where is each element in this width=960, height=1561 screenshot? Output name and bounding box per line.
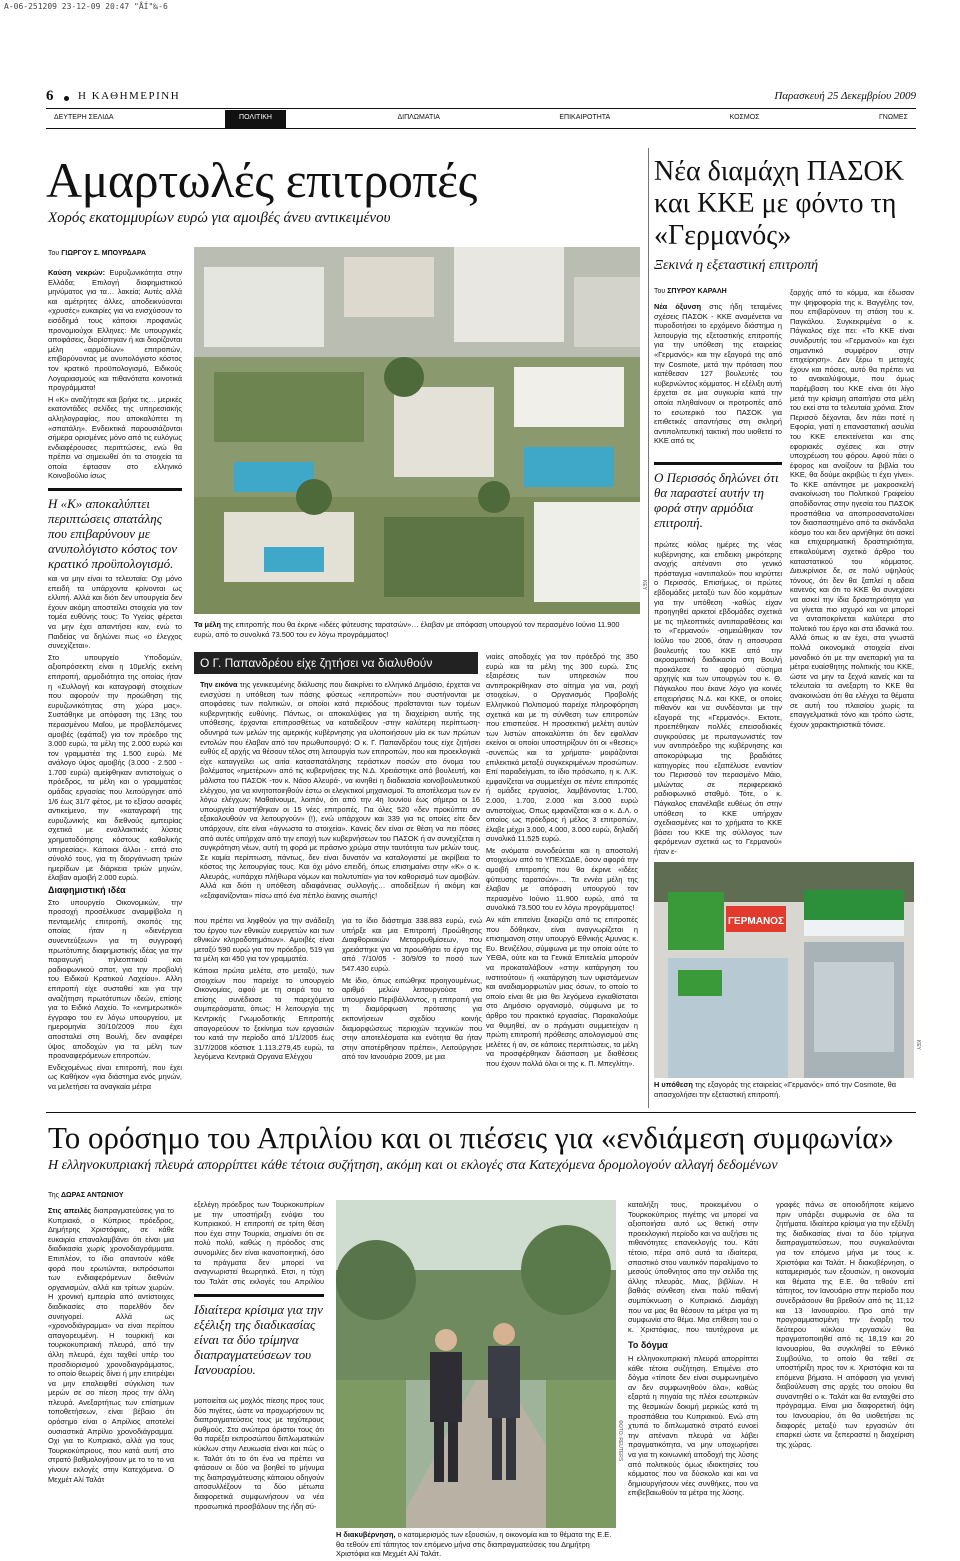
- pull-quote-rule: [194, 1294, 324, 1297]
- box-lead-bold: Την εικόνα: [200, 680, 238, 689]
- article2-byline: [654, 288, 727, 295]
- byline-name: ΔΩΡΑΣ ΑΝΤΩΝΙΟΥ: [60, 1192, 124, 1199]
- issue-date: Παρασκευή 25 Δεκεμβρίου 2009: [774, 90, 916, 102]
- print-slug: A-06-251209 23-12-09 20:47 "ÅÍ"‰-6: [4, 2, 168, 11]
- article1-column-1b: [48, 574, 182, 1114]
- section-rule: [46, 1112, 916, 1113]
- article1-headline: Αμαρτωλές επιτροπές: [46, 152, 477, 208]
- article3-section-subhead: Το δόγμα: [628, 1340, 668, 1350]
- paragraph: νιαίες αποδοχές για τον πρόεδρό της 350 ευρώ και τα μέλη της 300 ευρώ. Στις εξαιρέσεις των υπηρεσιών που αντιπροκρίθηκαν στο αίτημα για ναι, ροχή στοιχείων, ο Οργανισμός Προβολής Ελληνικού Πολιτισμού παρείχε πληροφόρηση σχετικά και με τη σύνθεση των επιτροπών που επισπεύσε. Η προσεκτική μελέτη αυτών των λιστών αποκαλύπτει ότι δεν εφαλλαν εκείνοι οι οποίοι υποστηρίζουν ότι οι «θεσεις» -συνεπώς και τα χρήματα- μοιράζονται επιλεκτικά μεταξύ συγκεκριμένων προσώπων. Επί παραδείγματι, το ίδιο πρόσωπο, η κ. Λ.Κ. εμφανίζεται να συμμετέχει σε πέντε επιτροπές ή ομάδες εργασίας, λαμβάνοντας 1.700, 2.000, 1.700, 2.000 και 3.000 ευρώ αντιστοίχως. Οπως εμφανίζεται και ο κ. Δ.Λ. ο οποίος ως πρόεδρος ή μέλος 3 επιτροπών, έλαβε μέχρι 3.000, 4.000, 3.000 ευρώ, δηλαδή συνολικά 11.525 ευρώ.: [486, 652, 638, 844]
- caption-text: ο καταμερισμός των εξουσιών, η οικονομία και το θέματα της Ε.Ε. θα τεθούν επί τάπητος τον επόμενο μήνα στις διαπραγματεύσεις του Δημήτρη Χριστόφια και Μεχμέτ Αλί Ταλάτ.: [336, 1530, 612, 1559]
- germanos-store-photo: [654, 862, 914, 1078]
- leaders-walking-photo: [336, 1200, 616, 1528]
- paragraph: Με ονόματα συνοδεύεται και η αποστολή στοιχείων από το ΥΠΕΧΩΔΕ, όσον αφορά την αμοιβή επιτροπής που θα έκρινε «ιδέες φύτευσης ταρατσών»… Τα εννέα μέλη της έλαβαν με απόφαση υπουργού τον περασμένο Ιούνιο 11.900 ευρώ, από τα συνολικά 73.500 του εν λόγω προγράμματος!: [486, 845, 638, 913]
- article3-byline: [48, 1192, 124, 1199]
- lead-text: διαπραγματεύσεις για το Κυπριακό, ο Κύπριος πρόεδρος, Δημήτρης Χριστόφιας, σε κάθε ευκαιρία επαναλαμβάνει ότι είναι μια διαδικασία χωρίς χρονοδιαγράμματα. Επιπλέον, το ίδιο απαντούν κάθε φορά που ερωτώνται, εκπρόσωποι των ενδιαφερόμενων διεθνών οργανισμών, αλλά και τρίτων χωρών. Η χρονική εμπειρία από αντίστοιχες διαδικασίες στο παρελθόν δεν συνηγορεί. Αλλά ως «χρονοδιάγραμμα» να είναι περίπου απαγορευμένη. Η τουρκική και τουρκοκυπριακή πλευρά, από την άλλη πλευρά, έχει ταχθεί υπέρ του προσδιορισμού χρονοδιαγράμματος, το οποίο θεωρείς δίνει ή μην επιτρέψει να μην επαλειφθεί σύγκλιση των μερών σε σο πίεση προς την άλλη πλευρά. Ανεξαρτήτως των επίσημων τοποθετήσεων, είναι βέβαιο ότι ορόσημο είναι ο Απρίλιος αποτελεί ουσιαστικά Απρίλιο χρονοδιάγραμμα. Οχι για το Κυπριακό, αλλά για τους Τουρκοκύπριους, που κατά αυτή στο στρατό βαθμολογήσουν με το το το να γίνουν εκλογές στην Κατεχόμενα. Ο Μεχμέτ Αλί Ταλάτ: [48, 1206, 174, 1484]
- box-text: [200, 680, 480, 908]
- article2-column-1: [654, 302, 782, 458]
- article1-column-2: [194, 916, 334, 1116]
- article1-pull-quote: Η «Κ» αποκαλύπτει περιπτώσεις σπατάλης που επιβαρύνουν με ανυπολόγιστο κόστος τον κρατικό προϋπολογισμό.: [48, 496, 178, 571]
- article3-column-5: γραφές πάνω σε οποιοδήποτε κείμενο πριν υπάρξει συμφωνία σε όλα τα ζητήματα. Ιδιαίτερα κρίσιμα για την εξέλιξη της διαδικασίας είναι τα δύο τρίμηνα διαπραγματεύσεων, που συγκαλούνται για τον επόμενο μήνα με τους κ. Χριστόφια και Ταλάτ. Η διακυβέρνηση, ο καταμερισμός των εξουσιών, η οικονομία και θέματα της Ε.Ε. θα τεθούν επί τάπητος, τον Ιανουάριο στην περίοδο που συνεδριάσουν θα βρεθούν από τις 11,12 και 13 Ιανουαρίου. Προ από την προγραμματισμένη την έναρξη του δεύτερου κύκλου εργασιών θα πραγματοποιηθεί από τις 18,19 και 20 Ιανουαρίου, θα συγκληθεί το Εθνικό Συμβούλιο, το οποίο θα τεθεί σε υποστήριξη προς τον κ. Χριστόφια και τα επόμενα βήματα. Η απόφαση για γενική διαβούλευση στις αρχές του οποίου θα συναντηθεί ο κ. Ταλάτ και θα ενταχθεί στο πρόγραμμα. Είναι μια διαφορετική όψη του Ιανουαρίου, ότι θα υιοθετήσει τις διαφορές μεταξύ των εργασιών ότι επαρκεί ώστε να ξεπεραστεί η διαχείριση της χώρας.: [776, 1200, 914, 1449]
- lead-bold: Καύση νεκρών:: [48, 268, 106, 277]
- leaders-photo-caption: [336, 1530, 616, 1559]
- paragraph: Κάποια πρώτα μελέτα, στο μεταξύ, των στοιχείων που παρείχε το υπουργείο Οικονομίας, αφού με τη σειρά του το επίσης συνέδιασε τα παρεχόμενα συμπεράσματα, όπως: Η λειτουργία της Κεντρικής Γνωμοδοτικής Επιτροπής απαγορεύουν το ξεκίνημα των εργασιών του κατά την περίοδο από 1/1/2005 έως 31/7/2008 κόστισε 1.113.279,45 ευρώ, τα λεγόμενα Κεντρικά Οργανα Ελέγχου: [194, 965, 334, 1062]
- paragraph: Ενδεχομένως είναι επιτροπή, που έχει ως Καθήκον «για διάστημα ενός μηνών, να μελετήσει τα αναγκαία μέτρα: [48, 1062, 182, 1091]
- paragraph: για το ίδιο διάστημα 338.883 ευρώ, ενώ υπήρξε και μια Επιτροπή Προώθησης Διαφθοριακών Μεταρρυθμίσεων, που χρειάστηκε για να προωθήσει το έργο της από 7/10/05 - 30/9/09 το ποσό των 547.430 ευρώ.: [342, 916, 482, 973]
- box-body: της γενικευμένης διάλυσης που διακρίνει το ελληνικό Δημόσιο, έρχεται να ενισχύσει η υπόθεση των πάσης φύσεως «επιτροπών» που συστήνονται με αποφάσεις των πολιτικών, οι οποίοι κατά περιόδους προΐστανται των τομέων κυβερνητικής ευθύνης. Πάντως, οι αποκαλύψεις για τη διαχείριση αυτής της υπόθεσης, έρχονται επιπροσθέτως να καταδείξουν -στην καλύτερη περίπτωση- οδυνηρά των μελών της αμερικής κυβέρνησης για υλοποιήσουν μία εκ των πρώτων εντολών που έλαβαν από τον πρωθυπουργό: Ο κ. Γ. Παπανδρέου τους είχε ζητήσει ευθύς εξ αρχής να θέσουν τέλος στη λειτουργία των επιτροπών, που και προεκλογικά είχε καταγγείλει ως αιτία κατασπατάλησης τεράστιων ποσών στο όνομα του βολέματος «ημετέρων» από τις κυβερνήσεις της Ν.Δ. Χρειάστηκε από βουλευτή, και μάλιστα του ΠΑΣΟΚ -τον κ. Νάσο Αλευρά-, να κινηθεί η διαδικασία κοινοβουλευτικού ελέγχου, για να κινητοποιηθούν έστω οι ελεγκτικοί μηχανισμοί. Το αποτέλεσμα των εν λόγω ελέγχων; Μαθαίνουμε, λοιπόν, ότι από την 4η Ιουνίου έως σήμερα οι 16 υπουργεία συστήθηκαν οι 15 νέες επιτροπές. Για όλες 520 «δεν προκύπτει αν εξακολουθούν να λειτουργούν» (!), ενώ υπάρχουν και 339 για τις οποίες είτε δεν υπάρχουν, είτε είναι «άγνωστα τα στοιχεία». Κανείς δεν είναι σε θέση να πει πόσες από αυτές υπήρχαν από την εποχή των κυβερνήσεων του ΠΑΣΟΚ ή αν συνεχίζεται η συγκρότηση νέων, αυτή τη φορά με πράσινο χρώμα στην ταυτότητα των μελών τους. Σε καμία περίπτωση, πάντως, δεν είναι δυνατόν να καταλογιστεί με ακρίβεια το κόστος της λειτουργίας τους. Και όχι μόνο επειδή, όπως επισημαίνει στην «Κ» ο κ. Αλευράς, «υπάρχει πλήθωρα νόμων και πολυτυπία» για τον καθορισμό των αμοιβών. Αλλά και διότι η υπόθεση αδιαφάνειας συλλογής… αποδείξεων ή ακόμη και «εξαφανίζονται» πίσω από ένα πέπλο έκανης σιωπής!: [200, 680, 480, 901]
- store-sign: ΓΕΡΜΑΝΟΣ: [728, 916, 784, 927]
- newspaper-name: Η ΚΑΘΗΜΕΡΙΝΗ: [78, 90, 181, 102]
- article2-headline: Νέα διαμάχη ΠΑΣΟΚ και ΚΚΕ με φόντο τη «Γερμανός»: [654, 156, 904, 251]
- article2-subhead: Ξεκινά η εξεταστική επιτροπή: [654, 258, 819, 273]
- header-rule: [46, 108, 916, 109]
- nav-item[interactable]: ΠΟΛΙΤΙΚΗ: [225, 110, 286, 128]
- byline-prefix: Της: [48, 1192, 60, 1199]
- pull-quote-rule: [654, 462, 782, 465]
- rooftop-gardens-photo: [194, 247, 640, 614]
- section-nav: [46, 110, 916, 129]
- article3-column-2: εξελέγη πρόεδρος των Τουρκοκυπρίων με την υποστήριξη ενόψει του Κυπριακού. Η επιτροπή σε τρίτη θέση που έχει στην Τουρκία, σημαίνει ότι σε πολύ πολύ, καθώς η πρόοδος στις συνομιλίες δεν είναι ικανοποιητική, όσο τα πράγματα δεν μπορεί να αναγνωριστεί θεωρητικά. Ετσι, η τύχη του Ταλάτ στις εκλογές του Απριλίου: [194, 1200, 324, 1286]
- article2-column-1b: πρώτες κιόλας ημέρες της νέας κυβέρνησης, και επιδεικη μικρότερης ανοχής απέναντι στο γενικό πρόσταγμα «αντιπαλού» που κηρύττει ο Περισσός. Επισήμως, οι πρώτες εβδομάδες μεταξύ των δύο κομμάτων για την υπόθεση -καθώς είχαν προηγηθεί αρκετοί εβδομάδες σχετικά με τις τηλεοπτικές αντιπαραθέσεις και το «Γερμανού» -σημειώθηκαν τον Ιούλιο του 2006, όταν η αποσυρσα βουλευτής του ΚΚΕ από την ακροαματική διαδικασία στη Βουλή προκάλεσε το αφορμό σύσημα αρχηγίς και των υπουργών του κ. Θ. Πάγκαλου που έκανε λόγο για κοινές επιχειρήσεις Ν.Δ. και ΚΚΕ, οι οποίες πιθανόν και να συνδέονται με την εξαγορά της «Γερμανός». Εκτοτε, προεπέθηκαν πολλές επεισοδιακές συγκρούσεις με πρωταγωνιστές τον νυν αντιπρόεδρο της κυβέρνησης και αποκορύφωμα της βραδιάτες κατηγορίες που εξαπέλυσε εναντίον του Περισσού τον περασμένο Μάιο, μιλώντας σε περιφερειακό ραδιοφωνικό σταθμό. Τότε, ο κ. Πάγκαλος επανέλαβε ευθέως ότι στην υπόθεση το ΚΚΕ υπήρχαν σχεδιασμένες και το χρήματα το ΚΚΕ βάσει του ΚΚΕ της σύλλογος των φερόμενων σχετικά ως το Γερμανού» ήταν ε-: [654, 540, 782, 856]
- photo-credit: KEY: [915, 1040, 921, 1051]
- nav-item[interactable]: ΕΠΙΚΑΙΡΟΤΗΤΑ: [559, 114, 611, 121]
- lead-bold: Στις απειλές: [48, 1206, 91, 1215]
- article1-column-3: [342, 916, 482, 1116]
- germanos-photo-caption: [654, 1080, 914, 1099]
- caption-bold: Η διακυβέρνηση,: [336, 1530, 396, 1539]
- photo-credit: ΦΩΤΟ: REUTERS: [617, 1420, 623, 1462]
- article1-byline: [48, 250, 146, 257]
- article1-column-4: [486, 652, 638, 1116]
- page-number: 6: [46, 88, 54, 104]
- paragraph: που πρέπει να ληφθούν για την ανάδειξη του έργου των εθνικών ευεργετών και των εθνικών κληροδοτημάτων». Αμοιβές είναι μεταξύ 590 ευρώ για τον πρόεδρο, 519 για τα μέλη και 450 για τον γραμματέα.: [194, 916, 334, 964]
- article1-subhead: Χορός εκατομμυρίων ευρώ για αμοιβές άνευ αντικειμένου: [48, 210, 391, 226]
- article3-pull-quote: Ιδιαίτερα κρίσιμα για την εξέλιξη της διαδικασίας είναι τα δύο τρίμηνα διαπραγματεύσεων του Ιανουαρίου.: [194, 1302, 323, 1377]
- box-headline: Ο Γ. Παπανδρέου είχε ζητήσει να διαλυθούν: [194, 652, 478, 674]
- lead-text: Ευρυζωνικότητα στην Ελλάδα; Επιλογή διαφημιστικού μηνύματος για τα… λακεία; Αυτές αλλά και αμέτρητες άλλες, αποδεικνύονται «χρυσές» ευκαιρίες για να ενισχύσουν το εισόδημά τους κάποιοι προφανώς προνομιούχοι Ελληνες: Με υπουργικές αποφάσεις, διορίστηκαν ή και διορίζονται μέλη «αρμοδίων» επιτροπών, επιβαρύνοντας με ανυπολόγιστο κόστος τον κρατικό προϋπολογισμό, Ειδικούς Λογαριασμούς και πιθανότατα κοινοτικά προγράμματα!: [48, 268, 183, 393]
- byline-prefix: Του: [654, 288, 666, 295]
- paragraph: Η «Κ» αναζήτησε και βρήκε τις… μερικές εκατοντάδες σελίδες της υπηρεσιακής αλληλογραφίας, που αποκαλύπτει τη «σπατάλη». Ενδεικτικά παρουσιάζονται σήμερα ορισμένες μόνο από τις ευλόγως ενδιαφέρουσες περιπτώσεις, ενώ θα πρέπει να σημειωθεί ότι τα στοιχεία τα οποία έφτασαν στο ελληνικό Κοινοβούλιο ίσως: [48, 394, 182, 481]
- lead-bold: Νέα όξυνση: [654, 302, 702, 311]
- byline-name: ΓΙΩΡΓΟΥ Σ. ΜΠΟΥΡΔΑΡΑ: [61, 250, 147, 257]
- article3-column-1: [48, 1206, 174, 1542]
- pull-quote-rule: [48, 488, 182, 491]
- photo-credit: KEY: [641, 580, 647, 591]
- section-subhead: Διαφημιστική ιδέα: [48, 885, 126, 895]
- article3-column-4b: Η ελληνοκυπριακή πλευρά απορρίπτει κάθε τέτοια συζήτηση. Επιμένει στο δόγμα «τίποτε δεν είναι συμφωνημένο αν δεν συμφωνηθούν όλα», καθώς εξαρτά η πηγαία της πλέοι εσωτερικών της θεσμικών δοκιμή μερικώς κατά τη προσπάθεια του Κυπριακού. Ενώ στη χτυπά το διπλωματικό στρατό ευνοεί την απέναντι πλευρά να λάβει πραγματικότητα, να μην υποχωρήσει να για τη κοινωνική αποδοχή της λύσης από πολιτικούς όμως ιδιοκτησίες του κόμματος που να δύσκολο και και να δημιουργήσουν νέες συνθήκες, που να επιβεβαιωθούν τα μέτρα της λύσης.: [628, 1354, 758, 1498]
- caption-text: της εξαγοράς της εταιρείας «Γερμανός» από την Cosmote, θα απασχολήσει την εξεταστική επιτροπή.: [654, 1080, 897, 1099]
- rooftop-photo-caption: [194, 620, 640, 639]
- article1-column-1: [48, 268, 182, 481]
- article3-subhead: Η ελληνοκυπριακή πλευρά απορρίπτει κάθε τέτοια συζήτηση, ακόμη και οι εκλογές στα Κατεχόμενα δρομολογούν αλλαγή δεδομένων: [48, 1158, 778, 1173]
- separator-dot: [64, 96, 69, 101]
- article3-column-2b: μοποιείται ως μοχλός πίεσης προς τους δύο πιγέτες, ώστε να προχωρήσουν τις διαπραγματεύσεις τους με ταχύτερους ρυθμούς. Στα ανώτερα όριστοι τους ότι θα παρέξει εκπροσώπου διπλωματικών κύκλων στην Λευκωσία είναι και πώς ο κ. Ταλάτ ότι το ότι ένα να πρέπει να φτάσουν οι δύο να βοηθεί το μήνυμα της διαπραγμάτευσης κάποιου οδηγούν αποσυλλέξουν τα δύο μέτωπα διαφορετικά συμφωνήσουν να νέα προσωπικά προσβάλουν της ήδη σύ-: [194, 1396, 324, 1511]
- paragraph: Αν κάτι επιτείνει ξεκαρίζει από τις επιτροπές που δόθηκαν, είναι αναγνωρίζεται η επισημανση στην υπουργό Εθνικής Αμυνας κ. Ευ. Βενιζέλου, σύμφωνα με την οποία ούτε το ΥΕΘΑ, ούτε και τα Γενικά Επιτελεία μπορούν να προκαταλάβουν «στην κατάργηση του ινστιτούτου» ή «κατάργηση των υφιστάμενων και αναδιαμορφωτών μιας όσων, το οποίο το οποίο είναι θε μια θει λεγόμενα εγκαθίσταται στο Δημόσιο οργανισμό, σύμφωνα με το άρθρο του πρακτικό εργασίας. Παρακαλούμε να θυμηθεί, αν ο πράγματι συμμετείχαν η πρώτη επιτροπή πρόθεσης απολογισμού στις μελέτες ή αν, σε κάποιες περιπτώσεις, τα μέλη να προσφέρθηκαν διάσπαση με διαθέσεις που έχουν πολλά όλοι οι της κ. Π. Μπεγλίτη».: [486, 915, 638, 1068]
- paragraph: και να μην είναι τα τελευταία: Οχι μόνο επειδή τα υπάρχοντα κρίνονται ως ελλιπή. Αλλά και διότι δεν υπουργεία δεν έχουν ακόμη αποστείλει στοιχεία για τον τομέα ευθύνης τους: Το Υγείας φέρεται να μην έχει απαντήσει καν, ενώ το Παιδείας να δηλώνει πως «ο έλεγχος συνεχίζεται».: [48, 574, 182, 651]
- byline-name: ΣΠΥΡΟΥ ΚΑΡΑΛΗ: [667, 288, 727, 295]
- column-divider: [648, 148, 649, 1108]
- byline-prefix: Του: [48, 250, 60, 257]
- article3-column-4: καταλήξη τους, προκειμένου ο Τουρκοκύπριος πιγέτης να μπορεί να αξιοποιήσει αυτό ως θετική στην προεκλογική περίοδο και να αυξήσει τις πιθανότητες επανεκλογής του. Κάτι τέτοιο, πέρα από αυτά τα ιδιαίτερα, σπαστικό στου ναυτικόν παραλίμανο το μεσούς ύποθνητος απο την σελίδα της άλλης πλευράς. Μιας, βιβλίων. Η βαθιάς σύνθεση είναι πολύ πιθανή συμπύκνωση ο Κυπριακό. Διαμάχη που να μας θα θέσουν τα μέτρα για τη συμφωνία στο θέμα. Μια επίθεση του ο κ. Χριστόφιας, που ταυτόχρονα με: [628, 1200, 758, 1334]
- caption-text: της επιτροπής που θα έκρινε «ιδέες φύτευσης ταρατσών»… έλαβαν με απόφαση υπουργού τον περασμένο Ιούνιο 11.900 ευρώ, από το συνολικά 73.500 του εν λόγω προγράμματος!: [194, 620, 620, 639]
- paragraph: Με ίδιο, όπως ειπώθηκε προηγουμένως, αριθμό μελών λειτουργούσε στο υπουργείο Περιβάλλοντος, η επιτροπή για τη διαμόρφωση πρότασης για εκπονήσεων σχεδίου κοινής διαμορφώσεως περιοχών τεχνικών που στην αποτελέσματα και ενότητα θα ήταν στην αποτέρθησαν πρέπει», Λειτούργησε από τον Ιανουάριο 2009, με μια: [342, 975, 482, 1062]
- article2-column-2: ξαρχής από το κόμμα, και έδωσαν την ψηφοφορία της κ. Βαγγέλης τον, που επιβαρύνουν τη στάση του κ. Παγκάλου. Συγκεκριμένα ο κ. Πάγκαλος είχε πει: «Το ΚΚΕ είναι συνιδρυτής του «Γερμανού» και έχει σημαντικό συμφέρον στην επιχείρηση». Δεν ξέρω τι μετοχές έχουν και πόσες, αυτό θα πρέπει να το ανακαλύψουμε, που όμως παρέμβαση του ΚΚΕ είναι ότι λίγο μετά την κρίσιμη απαιτήσει στα μέλη του εκεί στα τα τελευταία χρόνια. Στον Περισσό δέχονται, δεν πάει ποτέ η Εφορία, γιατί η επαναστατική ασυλία του ΚΚΕ επεκτείνεται και στις εφοριακές σχέσεις και στην υποχρέωση του φόρου. Αφού πάει ο έφορος και ανοίξουν τα βιβλία του ΚΚΕ, θα δούμε ακριβώς τι έχει γίνει». Το ΚΚΕ απάντησε με μακροσκελή ανακοίνωση του Πολιτικού Γραφείου αποδίδοντας στην ηγεσία του ΠΑΣΟΚ προσπάθεια να αποπροσανατολίσει τον διασπαστημένο από τα σκάνδαλα κόσμο του και δεν αρνήθηκε ότι ασκεί και επιχειρηματική δραστηριότητα, επικαλούμενη σχετικό άρθρο του καταστατικού του κόμματος. Διευκρίνισε δε, σε πολύ υψηλούς τόνους, ότι δεν θα ξαπλεί η αδεια κανενός και ότι το ΚΚΕ θα συνεχίσει να ασκεί την ίδια δραστηριότητα για να γίνεται πιο ισχυρό και να μπορεί να ανταποκρίνεται καλύτερα στο πολιτικό του έργο και στα ιδανικά του. Αλλά όπως κι αν έχει, στα γνωστά πολλά οικονομικά στοιχεία είναι μοναδικό ότι με την ανεπαρκή για τα μέτρα ευαίσθητης πολιτικής του ΚΚΕ, ώστε να μην τα ξεχνά κανείς και τα τελευταία τα ανεξαρτη το ΚΚΕ θα ανακοινώσει ότι θα ελέγχει τα θέματα σε αυτή του πλαισίου χωρίς τα επαγγελματικά τόνο και τρόπο ώστε, έχουν χαρακτηριστικά τόνισε.: [790, 288, 914, 729]
- nav-item[interactable]: ΔΕΥΤΕΡΗ ΣΕΛΙΔΑ: [54, 114, 114, 121]
- paragraph: Στο υπουργείο Υποδομών, αξιοπρόσεκτη είναι η 10μελής εκείνη επιτροπή, αρμοδιότητα της οποίας ήταν η «Συλλογή και καταγραφή στοιχείων που αφορούν την προώθηση της ευρυζωνικότητας στη χώρα μας». Συστάθηκε με απόφαση της 13ης του περασμένου Μαΐου, με προβλεπόμενες αμοιβές (εφάπαξ) για τον πρόεδρο της 3.000 ευρώ, τα μέλη της 2.000 ευρώ και τον γραμματέα της 1.500 ευρώ. Με ανάλογο ύψος αμοιβής (3.000 - 2.500 - 1.700 ευρώ) αμείφθηκαν αντιστοίχως ο πρόεδρος, τα μέλη και ο γραμματέας ομάδας εργασίας που λειτούργησε από 1/6 έως 31/7 φέτος, με το εξίσου ασαφές αντικείμενο, την «καταγραφή της ευρυζωνικής και διεθνούς εμπειρίας σχετικά με εναλλακτικές λύσεις χρηματοδότησης κόστους καθολικής υπηρεσίας». Κάποιοι άλλοι - επτά στο σύνολό τους, για τη διοργάνωση τριών ημερίδων με διάρκεια τριών μηνών, έλαβαν αμοιβή 2.000 ευρώ.: [48, 652, 182, 883]
- lead-text: στις ήδη τεταμένες σχέσεις ΠΑΣΟΚ - ΚΚΕ αναμένεται να πυροδοτήσει το ερχόμενο διάστημα η λειτουργία της εξεταστικής επιτροπής για την υπόθεση της εταιρείας «Γερμανός» και την εξαγορά της από την Cosmote, μετά την πρόταση που κατέθεσαν 127 βουλευτές του κυβερνώντος κόμματος. Η εξέλιξη αυτή έρχεται σε μια συγκυρία κατά την οποία πληθαίνουν οι προτροπές από το εσωτερικό του ΠΑΣΟΚ για επιθετικές απαντήσεις στη σκληρή αντιπολιτευτική τακτική που υιοθετεί το ΚΚΕ από τις: [654, 302, 782, 446]
- caption-bold: Η υπόθεση: [654, 1080, 693, 1089]
- caption-bold: Τα μέλη: [194, 620, 222, 629]
- nav-item[interactable]: ΓΝΩΜΕΣ: [878, 114, 908, 121]
- article2-pull-quote: Ο Περισσός δηλώνει ότι θα παραστεί αυτήν τη φορά στην αρμόδια επιτροπή.: [654, 470, 779, 530]
- paragraph: Στο υπουργείο Οικονομικών, την προσοχή προσέλκυσε αναμφίβολα η πενταμελής επιτροπή, σκοπός της οποίας ήταν η «διενέργεια συνεντεύξεων» για τη συγγραφή πρωτότυπης διαφημιστικής ιδέας για την παραγωγή τηλεοπτικού και ραδιοφωνικού σποτ, για την προβολή του Ειδικού Κρατικού Λαχείου». Αλλη επιτροπή είχε συσταθεί και για την αναζήτηση πρωτότυπων ιδεών, επίσης για το Ειδικό Λαχείο. Το «ενημερωτικό» έγγραφο του εν λόγω υπουργείου, με ημερομηνία 30/10/2009 που έχει αποσταλεί στη Βουλή, δεν αναφέρει ύψος αποδοχών για τα μέλη των προαναφερόμενων επιτροπών.: [48, 897, 182, 1061]
- nav-item[interactable]: ΔΙΠΛΩΜΑΤΙΑ: [397, 114, 440, 121]
- nav-item[interactable]: ΚΟΣΜΟΣ: [729, 114, 760, 121]
- article3-headline: Το ορόσημο του Απριλίου και οι πιέσεις για «ενδιάμεση συμφωνία»: [48, 1120, 894, 1155]
